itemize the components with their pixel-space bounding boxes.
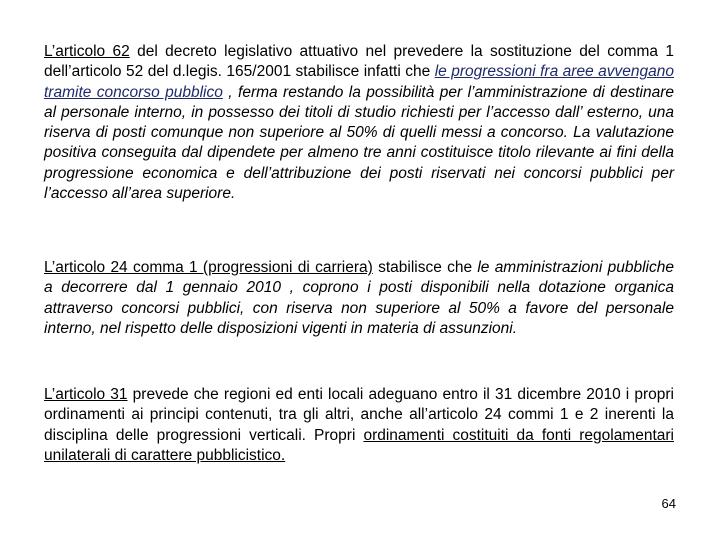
article-31-reference: L’articolo 31 [44, 386, 128, 403]
paragraph-articolo-31 [44, 385, 674, 466]
highlighted-principle: le progressioni fra aree avvengano tramite concorso pubblico [44, 63, 674, 101]
text-segment: le amministrazioni pubbliche a decorrere dal 1 gennaio 2010 , coprono i posti disponibili nella dotazione organica attraverso concorsi pubblici, con riserva non superiore al 50% a favore del personale interno, nel rispetto delle disposizioni vigenti in materia di assunzioni. [44, 259, 674, 337]
text-segment: prevede che regioni ed enti locali adeguano entro il 31 dicembre 2010 i propri ordinamenti ai principi contenuti, tra gli altri, anche all’articolo 24 commi 1 e 2 inerenti la disciplina delle progressioni verticali. Propri [44, 386, 674, 444]
page-number: 64 [661, 496, 676, 511]
text-segment: del decreto legislativo attuativo nel prevedere la sostituzione del comma 1 dell’articolo 52 del d.legis. 165/2001 stabilisce infatti che [44, 43, 674, 81]
paragraph-articolo-24 [44, 258, 674, 339]
article-24-reference: L’articolo 24 comma 1 (progressioni di carriera) [44, 259, 373, 276]
text-segment: , ferma restando la possibilità per l’amministrazione di destinare al personale interno, in possesso dei titoli di studio richiesti per l’accesso dall’ esterno, una riserva di posti comunque non superiore al 50% di quelli messi a concorso. La valutazione positiva conseguita dal dipendete per almeno tre anni costituisce titolo rilevante ai fini della progressione economica e dell’attribuzione dei posti riservati nei concorsi pubblici per l’accesso all’area superiore. [44, 83, 674, 203]
paragraph-articolo-62 [44, 42, 674, 204]
text-segment: ordinamenti costituiti da fonti regolamentari unilaterali di carattere pubblicistico. [44, 426, 674, 464]
text-segment: stabilisce che [372, 259, 478, 276]
article-62-reference: L’articolo 62 [44, 43, 130, 60]
